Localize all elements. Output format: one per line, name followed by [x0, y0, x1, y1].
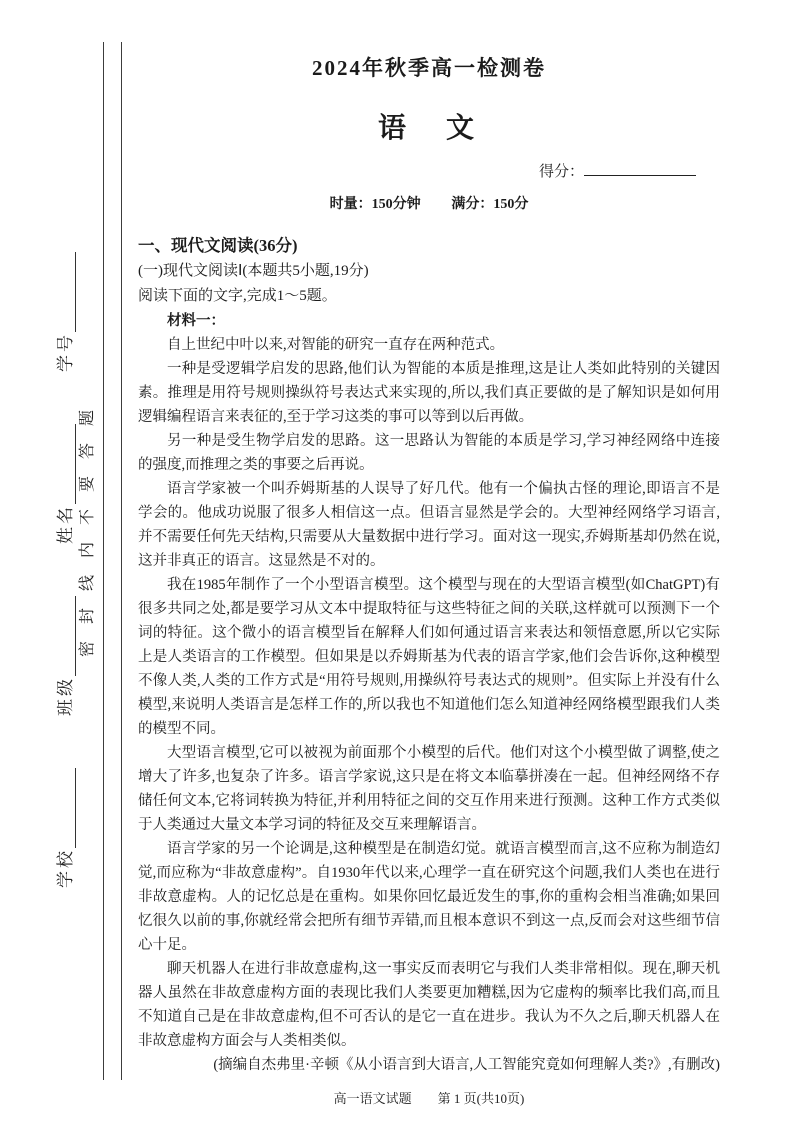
- seal-line-right: [121, 42, 122, 1080]
- subject-title: 语 文: [377, 113, 480, 144]
- full-score-label: 满分：150分: [451, 197, 529, 212]
- seal-field-label: 姓名: [56, 504, 75, 544]
- paper-title: 2024年秋季高一检测卷: [312, 56, 546, 80]
- section-1-heading: 一、现代文阅读(36分): [138, 236, 298, 255]
- subsection-heading: (一)现代文阅读Ⅰ(本题共5小题,19分): [138, 263, 369, 279]
- reading-instruction: 阅读下面的文字,完成1～5题。: [138, 288, 337, 304]
- score-blank: [584, 162, 696, 176]
- seal-field-class: [51, 596, 76, 716]
- seal-field-label: 班级: [56, 676, 75, 716]
- material-paragraph: 语言学家被一个叫乔姆斯基的人误导了好几代。他有一个偏执古怪的理论,即语言不是学会的。他成功说服了很多人相信这一点。但语言显然是学会的。大型神经网络学习语言,并不需要任何先天结构,只需要从大量数据中进行学习。面对这一现实,乔姆斯基却仍然在说,这并非真正的语言。这显然是不对的。: [138, 481, 720, 569]
- material-paragraph: 大型语言模型,它可以被视为前面那个小模型的后代。他们对这个小模型做了调整,使之增大了许多,也复杂了许多。语言学家说,这只是在将文本临摹拼凑在一起。但神经网络不存储任何文本,它将词转换为特征,并利用特征之间的交互作用来进行预测。这种工作方式类似于人类通过大量文本学习词的特征及交互来理解语言。: [138, 745, 720, 833]
- seal-line-left: [103, 42, 104, 1080]
- page-footer: 高一语文试题 第 1 页(共10页): [333, 1091, 525, 1106]
- material-paragraph: 另一种是受生物学启发的思路。这一思路认为智能的本质是学习,学习神经网络中连接的强度,而推理之类的事要之后再说。: [138, 433, 720, 473]
- seal-field-label: 学号: [56, 332, 75, 372]
- seal-field-student-no: [51, 252, 76, 372]
- score-row: [138, 160, 720, 181]
- seal-field-blank: [56, 424, 76, 504]
- seal-field-label: 学校: [56, 848, 75, 888]
- material-paragraph: 自上世纪中叶以来,对智能的研究一直存在两种范式。: [167, 337, 505, 353]
- seal-field-blank: [56, 768, 76, 848]
- material-paragraph: 我在1985年制作了一个小型语言模型。这个模型与现在的大型语言模型(如ChatGPT)有很多共同之处,都是要学习从文本中提取特征与这些特征之间的关联,这样就可以预测下一个词的特征。这个微小的语言模型旨在解释人们如何通过语言来表达和领悟意愿,所以它实际上是人类语言的工作模型。但如果是以乔姆斯基为代表的语言学家,他们会告诉你,这种模型不像人类,人类的工作方式是“用符号规则,用操纵符号表达式的规则”。但实际上并没有什么模型,来说明人类语言是怎样工作的,所以我也不知道他们怎么知道神经网络模型跟我们人类的模型不同。: [138, 577, 720, 737]
- content-area: [138, 52, 720, 1077]
- material-label: 材料一：: [167, 313, 225, 329]
- material-paragraph: 一种是受逻辑学启发的思路,他们认为智能的本质是推理,这是让人类如此特别的关键因素。推理是用符号规则操纵符号表达式来实现的,所以,我们真正要做的是了解知识是如何用逻辑编程语言来表征的,至于学习这类的事可以等到以后再做。: [138, 361, 720, 425]
- seal-field-blank: [56, 252, 76, 332]
- material-paragraphs: [138, 333, 720, 1053]
- material-paragraph: 语言学家的另一个论调是,这种模型是在制造幻觉。就语言模型而言,这不应称为制造幻觉,而应称为“非故意虚构”。自1930年代以来,心理学一直在研究这个问题,我们人类也在进行非故意虚构。人的记忆总是在重构。如果你回忆最近发生的事,你的重构会相当准确;如果回忆很久以前的事,你就经常会把所有细节弄错,而且根本意识不到这一点,反而会对这些细节信心十足。: [138, 841, 720, 953]
- seal-field-name: [51, 424, 76, 544]
- seal-field-school: [51, 768, 76, 888]
- seal-field-blank: [56, 596, 76, 676]
- material-paragraph: 聊天机器人在进行非故意虚构,这一事实反而表明它与我们人类非常相似。现在,聊天机器人虽然在非故意虚构方面的表现比我们人类要更加糟糕,因为它虚构的频率比我们高,而且不知道自己是在非故意虚构,但不可否认的是它一直在进步。我认为不久之后,聊天机器人在非故意虚构方面会与人类相类似。: [138, 961, 720, 1049]
- seal-fields: [50, 240, 76, 900]
- time-limit-label: 时量：150分钟: [329, 197, 421, 212]
- exam-meta: [138, 193, 720, 213]
- attribution: (摘编自杰弗里·辛顿《从小语言到大语言,人工智能究竟如何理解人类?》,有删改): [213, 1057, 720, 1073]
- score-label: 得分：: [538, 164, 584, 180]
- seal-warning-text: 密封线内不要答题: [79, 393, 96, 658]
